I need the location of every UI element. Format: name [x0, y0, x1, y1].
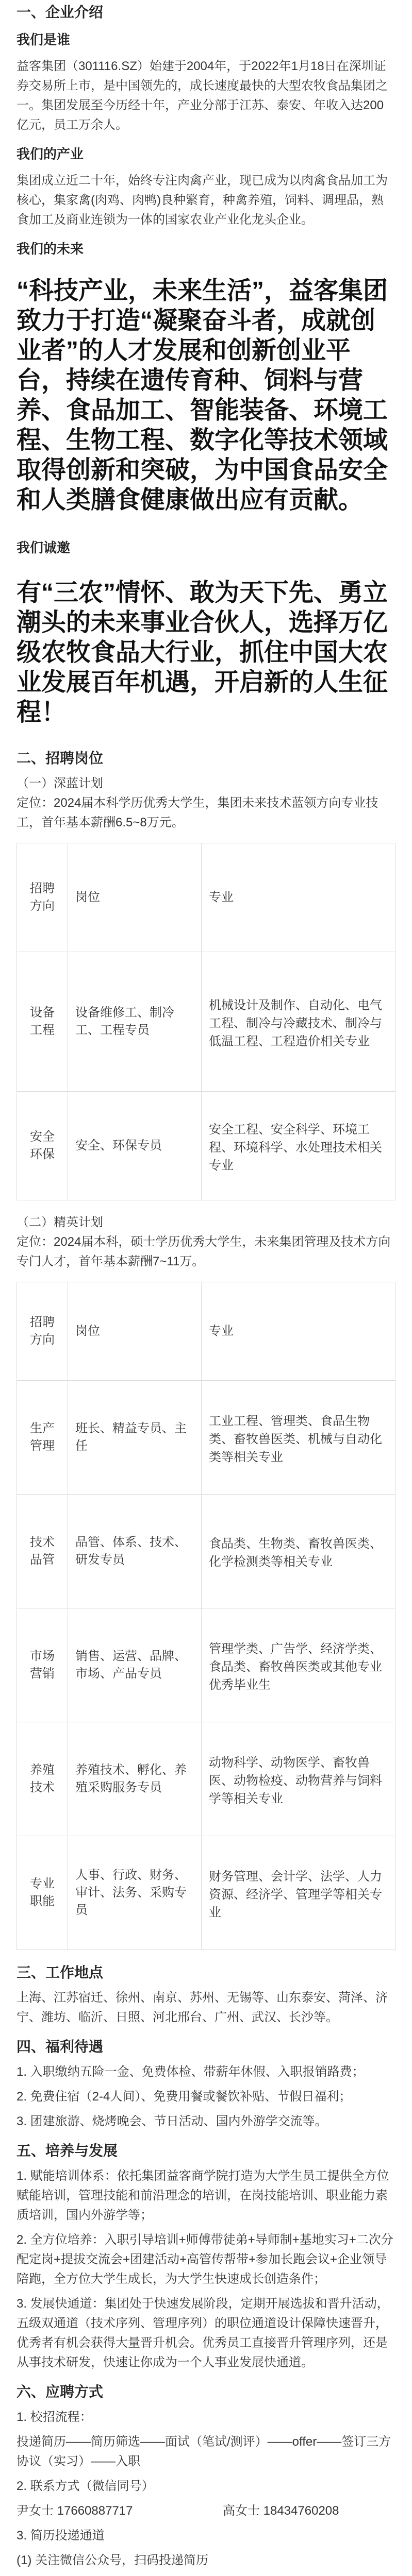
- contact-gao: 高女士 18434760208: [223, 2504, 339, 2518]
- invite-title: 我们诚邀: [17, 540, 71, 555]
- table-row: [17, 1836, 395, 1950]
- recruit-heading: 二、招聘岗位: [17, 750, 104, 766]
- training-item: 2. 全方位培养：入职引导培训+师傅带徒弟+导师制+基地实习+二次分配定岗+提拔交流会+团建活动+高管传帮带+参加长跑会议+企业领导陪跑，全方位大学生成长，为大学生快速成长创造条件；: [17, 2233, 393, 2286]
- welfare-item: 2. 免费住宿（2-4人间）、免费用餐或餐饮补贴、节假日福利；: [17, 2090, 352, 2104]
- position-cell: 品管、体系、技术、研发专员: [68, 1495, 202, 1608]
- campus-flow-text: 投递简历——简历筛选——面试（笔试/测评）——offer——签订三方协议（实习）——入职: [17, 2435, 391, 2468]
- deep-plan-desc: 定位：2024届本科学历优秀大学生，集团未来技术蓝领方向专业技工，首年基本薪酬6.5~8万元。: [17, 796, 378, 829]
- major-cell: 动物科学、动物医学、畜牧兽医、动物检疫、动物营养与饲料学等相关专业: [202, 1722, 395, 1836]
- training-heading: 五、培养与发展: [17, 2143, 118, 2159]
- major-cell: 工业工程、管理类、食品生物类、畜牧兽医类、机械与自动化类等相关专业: [202, 1381, 395, 1495]
- deep-plan-title: （一）深蓝计划: [17, 776, 103, 790]
- position-cell: 养殖技术、孵化、养殖采购服务专员: [68, 1722, 202, 1836]
- contact-row: [17, 2501, 395, 2521]
- table-header-major: 专业: [202, 843, 395, 952]
- table-row: [17, 1381, 395, 1495]
- position-cell: 设备维修工、制冷工、工程专员: [68, 952, 202, 1092]
- contact-yin: 尹女士 17660887717: [17, 2504, 133, 2518]
- channel-title: 3. 简历投递通道: [17, 2529, 105, 2543]
- industry-title: 我们的产业: [17, 146, 84, 162]
- elite-plan-desc: 定位：2024届本科，硕士学历优秀大学生，未来集团管理及技术方向专门人才，首年基本薪酬7~11万。: [17, 1235, 391, 1268]
- welfare-item: 3. 团建旅游、烧烤晚会、节日活动、国内外游学交流等。: [17, 2114, 327, 2128]
- direction-cell: 安全环保: [17, 1092, 68, 1200]
- table-row: [17, 1495, 395, 1608]
- direction-cell: 养殖技术: [17, 1722, 68, 1836]
- about-title: 我们是谁: [17, 32, 71, 47]
- table-header-direction: 招聘方向: [17, 1282, 68, 1381]
- major-cell: 管理学类、广告学、经济学类、食品类、畜牧兽医类或其他专业优秀毕业生: [202, 1608, 395, 1722]
- table-row: [17, 1608, 395, 1722]
- process-heading: 六、应聘方式: [17, 2384, 104, 2400]
- location-heading: 三、工作地点: [17, 1964, 104, 1980]
- major-cell: 机械设计及制作、自动化、电气工程、制冷与冷藏技术、制冷与低温工程、工程造价相关专业: [202, 952, 395, 1092]
- table-row: [17, 1722, 395, 1836]
- major-cell: 食品类、生物类、畜牧兽医类、化学检测类等相关专业: [202, 1495, 395, 1608]
- welfare-item: 1. 入职缴纳五险一金、免费体检、带薪年休假、入职报销路费；: [17, 2065, 365, 2079]
- training-item: 3. 发展快通道：集团处于快速发展阶段，定期开展选拔和晋升活动，五级双通道（技术序列、管理序列）的职位通道设计保障快速晋升，优秀者有机会获得大量晋升机会。优秀员工直接晋升管理序列，还是从事技术研发，快速让你成为一个人事业发展快通道。: [17, 2297, 389, 2369]
- position-cell: 安全、环保专员: [68, 1092, 202, 1200]
- direction-cell: 市场营销: [17, 1608, 68, 1722]
- training-item: 1. 赋能培训体系：依托集团益客商学院打造为大学生员工提供全方位赋能培训，管理技能和前沿理念的培训，在岗技能培训、职业能力素质培训，国内外游学等；: [17, 2169, 389, 2222]
- direction-cell: 生产管理: [17, 1381, 68, 1495]
- direction-cell: 专业职能: [17, 1836, 68, 1950]
- welfare-heading: 四、福利待遇: [17, 2039, 104, 2055]
- location-text: 上海、江苏宿迁、徐州、南京、苏州、无锡等、山东泰安、菏泽、济宁、潍坊、临沂、日照、河北邢台、广州、武汉、长沙等。: [17, 1991, 388, 2024]
- deep-plan-table: [17, 843, 395, 1200]
- major-cell: 安全工程、安全科学、环境工程、环境科学、水处理技术相关专业: [202, 1092, 395, 1200]
- future-statement: “科技产业，未来生活”，益客集团致力于打造“凝聚奋斗者，成就创业者”的人才发展和创新创业平台，持续在遗传育种、饲料与营养、食品加工、智能装备、环境工程、生物工程、数字化等技术领域取得创新和突破，为中国食品安全和人类膳食健康做出应有贡献。: [17, 277, 388, 514]
- direction-cell: 设备工程: [17, 952, 68, 1092]
- channel-wechat: (1) 关注微信公众号，扫码投递简历: [17, 2553, 208, 2567]
- major-cell: 财务管理、会计学、法学、人力资源、经济学、管理学等相关专业: [202, 1836, 395, 1950]
- table-header-direction: 招聘方向: [17, 843, 68, 952]
- table-header-position: 岗位: [68, 843, 202, 952]
- position-cell: 班长、精益专员、主任: [68, 1381, 202, 1495]
- table-header-position: 岗位: [68, 1282, 202, 1381]
- industry-text: 集团成立近二十年，始终专注肉禽产业，现已成为以肉禽食品加工为核心，集家禽(肉鸡、肉鸭)良种繁育，种禽养殖，饲料、调理品，熟食加工及商业连锁为一体的国家农业产业化龙头企业。: [17, 174, 388, 227]
- contact-title: 2. 联系方式（微信同号）: [17, 2479, 154, 2493]
- invite-statement: 有“三农”情怀、敢为天下先、勇立潮头的未来事业合伙人，选择万亿级农牧食品大行业，抓住中国大农业发展百年机遇，开启新的人生征程！: [17, 579, 388, 726]
- elite-plan-table: [17, 1282, 395, 1950]
- position-cell: 人事、行政、财务、审计、法务、采购专员: [68, 1836, 202, 1950]
- direction-cell: 技术品管: [17, 1495, 68, 1608]
- elite-plan-title: （二）精英计划: [17, 1215, 103, 1229]
- position-cell: 销售、运营、品牌、市场、产品专员: [68, 1608, 202, 1722]
- table-row: [17, 952, 395, 1092]
- future-title: 我们的未来: [17, 241, 84, 257]
- about-text: 益客集团（301116.SZ）始建于2004年，于2022年1月18日在深圳证券交易所上市，是中国领先的，成长速度最快的大型农牧食品集团之一。集团发展至今历经十年，产业分部于江苏、泰安、年收入达200亿元，员工万余人。: [17, 59, 388, 132]
- campus-flow-title: 1. 校招流程：: [17, 2410, 92, 2424]
- intro-heading: 一、企业介绍: [17, 4, 104, 20]
- table-header-major: 专业: [202, 1282, 395, 1381]
- table-row: [17, 1092, 395, 1200]
